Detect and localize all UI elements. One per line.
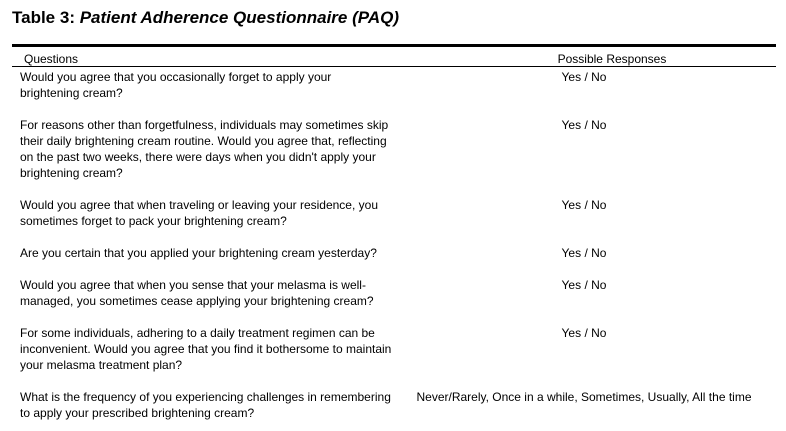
- response-cell: Yes / No: [561, 198, 607, 212]
- questionnaire-table: [12, 44, 776, 420]
- table-title: [12, 8, 399, 28]
- question-cell: What is the frequency of you experiencing challenges in remembering to apply your prescribed brightening cream?: [20, 390, 391, 420]
- question-cell: For reasons other than forgetfulness, individuals may sometimes skip their daily brightening cream routine. Would you agree that, reflecting on the past two weeks, there were days when you didn't apply your brightening cream?: [20, 118, 389, 180]
- question-cell: Are you certain that you applied your brightening cream yesterday?: [20, 246, 377, 260]
- question-cell: For some individuals, adhering to a daily treatment regimen can be inconvenient. Would you agree that you find it bothersome to maintain your melasma treatment plan?: [20, 326, 392, 372]
- question-cell: Would you agree that when traveling or leaving your residence, you sometimes forget to pack your brightening cream?: [20, 198, 378, 228]
- table-title-name: Patient Adherence Questionnaire (PAQ): [79, 8, 399, 27]
- table-header-row: [12, 47, 776, 66]
- column-header-responses: Possible Responses: [557, 52, 667, 66]
- response-cell: Yes / No: [561, 278, 607, 292]
- response-cell: Yes / No: [561, 326, 607, 340]
- response-cell: Yes / No: [561, 118, 607, 132]
- table-title-prefix: Table 3:: [12, 8, 80, 27]
- response-cell: Never/Rarely, Once in a while, Sometimes, Usually, All the time: [416, 390, 752, 404]
- question-cell: Would you agree that when you sense that your melasma is well-managed, you sometimes cease applying your brightening cream?: [20, 278, 374, 308]
- response-cell: Yes / No: [561, 70, 607, 84]
- column-header-questions: Questions: [24, 52, 79, 66]
- response-cell: Yes / No: [561, 246, 607, 260]
- question-cell: Would you agree that you occasionally forget to apply your brightening cream?: [20, 70, 332, 100]
